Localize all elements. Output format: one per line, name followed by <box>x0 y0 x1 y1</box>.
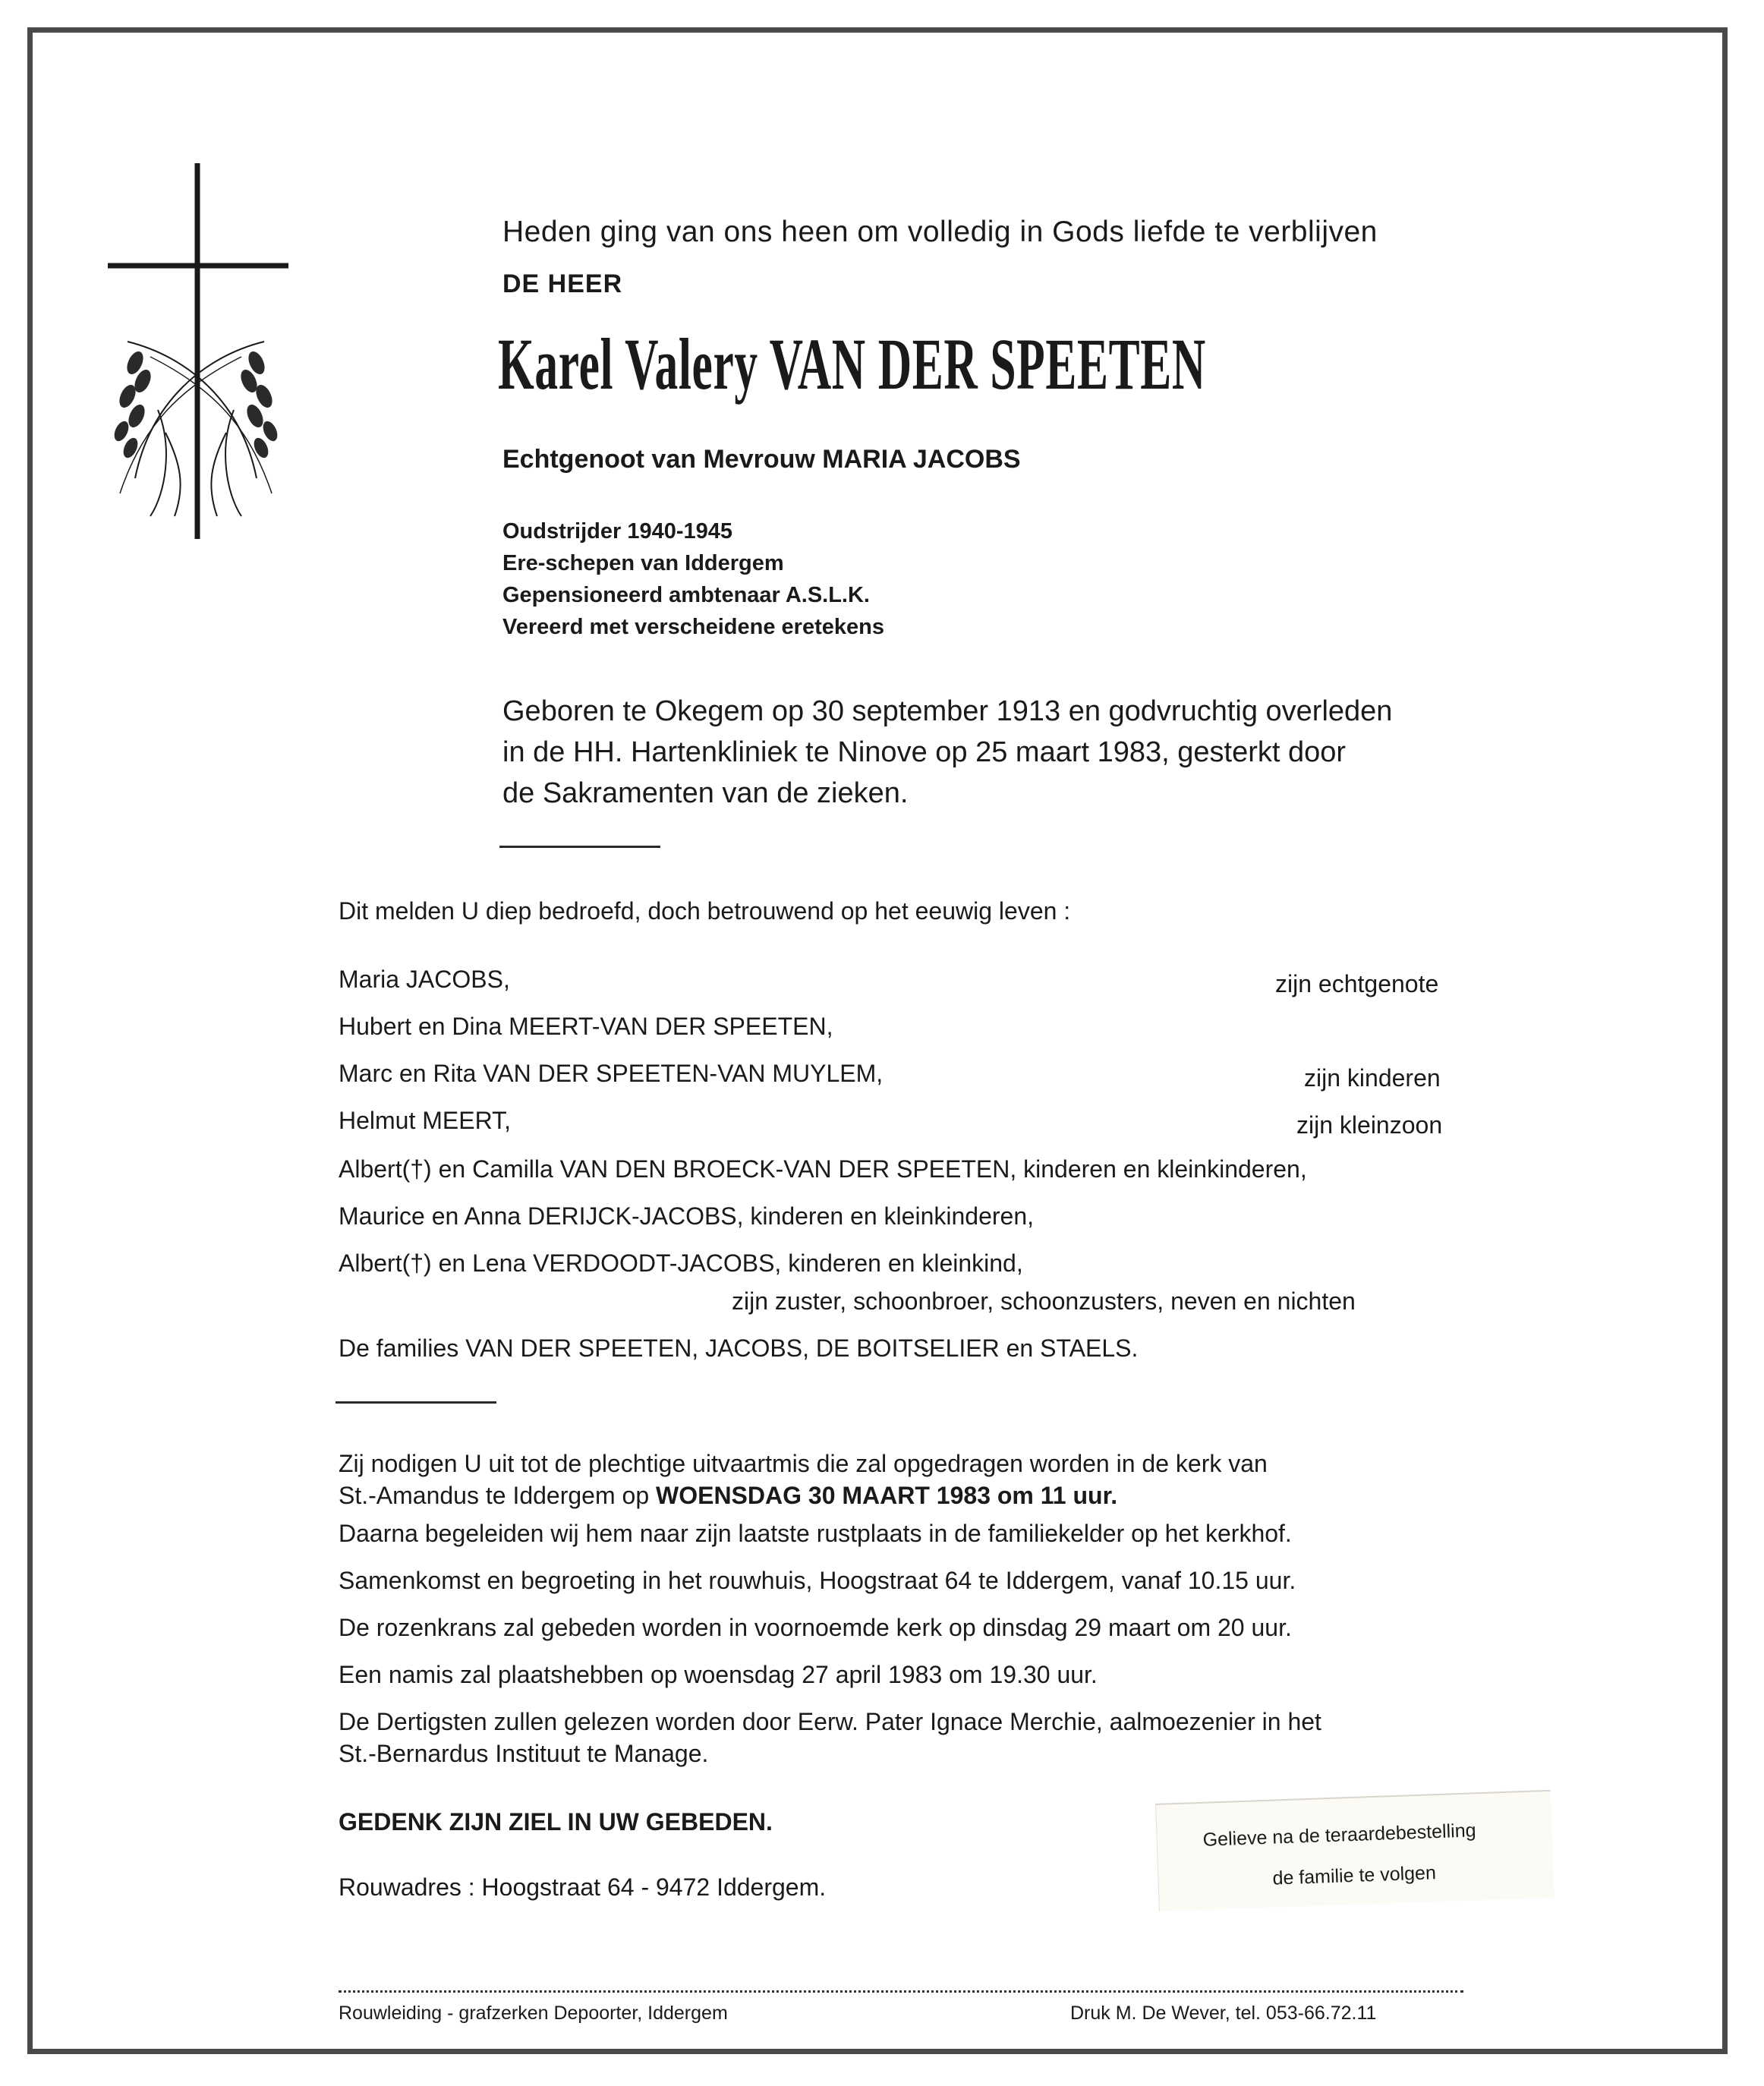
undertaker-line: Rouwleiding - grafzerken Depoorter, Iddergem <box>339 2002 728 2024</box>
pasted-note <box>1155 1790 1555 1911</box>
title-item: Oudstrijder 1940-1945 <box>502 519 733 544</box>
birth-death-line: de Sakramenten van de zieken. <box>502 777 909 809</box>
note-line: Gelieve na de teraardebestelling <box>1202 1820 1476 1851</box>
mourners-intro: Dit melden U diep bedroefd, doch betrouwend op het eeuwig leven : <box>339 897 1071 925</box>
gathering-line: Samenkomst en begroeting in het rouwhuis, Hoogstraat 64 te Iddergem, vanaf 10.15 uur. <box>339 1567 1296 1594</box>
funeral-invite: Zij nodigen U uit tot de plechtige uitvaartmis die zal opgedragen worden in de kerk van <box>339 1450 1268 1477</box>
mourner-name: Marc en Rita VAN DER SPEETEN-VAN MUYLEM, <box>339 1060 884 1087</box>
funeral-date: WOENSDAG 30 MAART 1983 om 11 uur. <box>656 1482 1118 1509</box>
namis-line: Een namis zal plaatshebben op woensdag 27 april 1983 om 19.30 uur. <box>339 1661 1098 1688</box>
cross-wheat-icon <box>90 159 302 547</box>
burial-line: Daarna begeleiden wij hem naar zijn laatste rustplaats in de familiekelder op het kerkhof. <box>339 1520 1292 1547</box>
dertigsten-line: De Dertigsten zullen gelezen worden door Eerw. Pater Ignace Merchie, aalmoezenier in het <box>339 1708 1321 1735</box>
mourner-relation: zijn kleinzoon <box>1296 1111 1443 1139</box>
funeral-invite-text: St.-Amandus te Iddergem op <box>339 1482 656 1509</box>
honorific: DE HEER <box>502 269 623 298</box>
intro-text: Heden ging van ons heen om volledig in Gods liefde te verblijven <box>502 216 1378 248</box>
dertigsten-line: St.-Bernardus Instituut te Manage. <box>339 1740 709 1767</box>
deceased-name: Karel Valery VAN DER SPEETEN <box>498 323 1206 405</box>
mourner-name: Helmut MEERT, <box>339 1107 512 1134</box>
mourner-relation: zijn kinderen <box>1304 1064 1441 1092</box>
divider <box>335 1401 496 1404</box>
spouse-line: Echtgenoot van Mevrouw MARIA JACOBS <box>502 445 1021 474</box>
funeral-invite-date <box>339 1483 1117 1508</box>
title-item: Gepensioneerd ambtenaar A.S.L.K. <box>502 583 870 607</box>
families-line: De families VAN DER SPEETEN, JACOBS, DE BOITSELIER en STAELS. <box>339 1334 1139 1362</box>
footer-divider <box>339 1990 1463 1993</box>
mourner-name: Maurice en Anna DERIJCK-JACOBS, kinderen en kleinkinderen, <box>339 1202 1034 1230</box>
mourner-name: Albert(†) en Lena VERDOODT-JACOBS, kinderen en kleinkind, <box>339 1249 1023 1277</box>
title-item: Vereerd met verscheidene eretekens <box>502 615 884 639</box>
prayer-line: GEDENK ZIJN ZIEL IN UW GEBEDEN. <box>339 1808 773 1835</box>
printer-line: Druk M. De Wever, tel. 053-66.72.11 <box>1070 2002 1377 2024</box>
divider <box>499 846 660 848</box>
mourner-relation: zijn echtgenote <box>1275 970 1439 997</box>
address-line: Rouwadres : Hoogstraat 64 - 9472 Iddergem. <box>339 1873 827 1901</box>
note-line: de familie te volgen <box>1272 1862 1437 1889</box>
rosary-line: De rozenkrans zal gebeden worden in voornoemde kerk op dinsdag 29 maart om 20 uur. <box>339 1614 1292 1641</box>
birth-death-line: in de HH. Hartenkliniek te Ninove op 25 maart 1983, gesterkt door <box>502 736 1347 768</box>
mourner-name: Hubert en Dina MEERT-VAN DER SPEETEN, <box>339 1013 833 1040</box>
birth-death-line: Geboren te Okegem op 30 september 1913 en godvruchtig overleden <box>502 695 1393 727</box>
mourner-name: Albert(†) en Camilla VAN DEN BROECK-VAN DER SPEETEN, kinderen en kleinkinderen, <box>339 1155 1307 1183</box>
mourner-name: Maria JACOBS, <box>339 966 510 993</box>
relatives-line: zijn zuster, schoonbroer, schoonzusters, neven en nichten <box>732 1287 1356 1315</box>
title-item: Ere-schepen van Iddergem <box>502 551 784 575</box>
